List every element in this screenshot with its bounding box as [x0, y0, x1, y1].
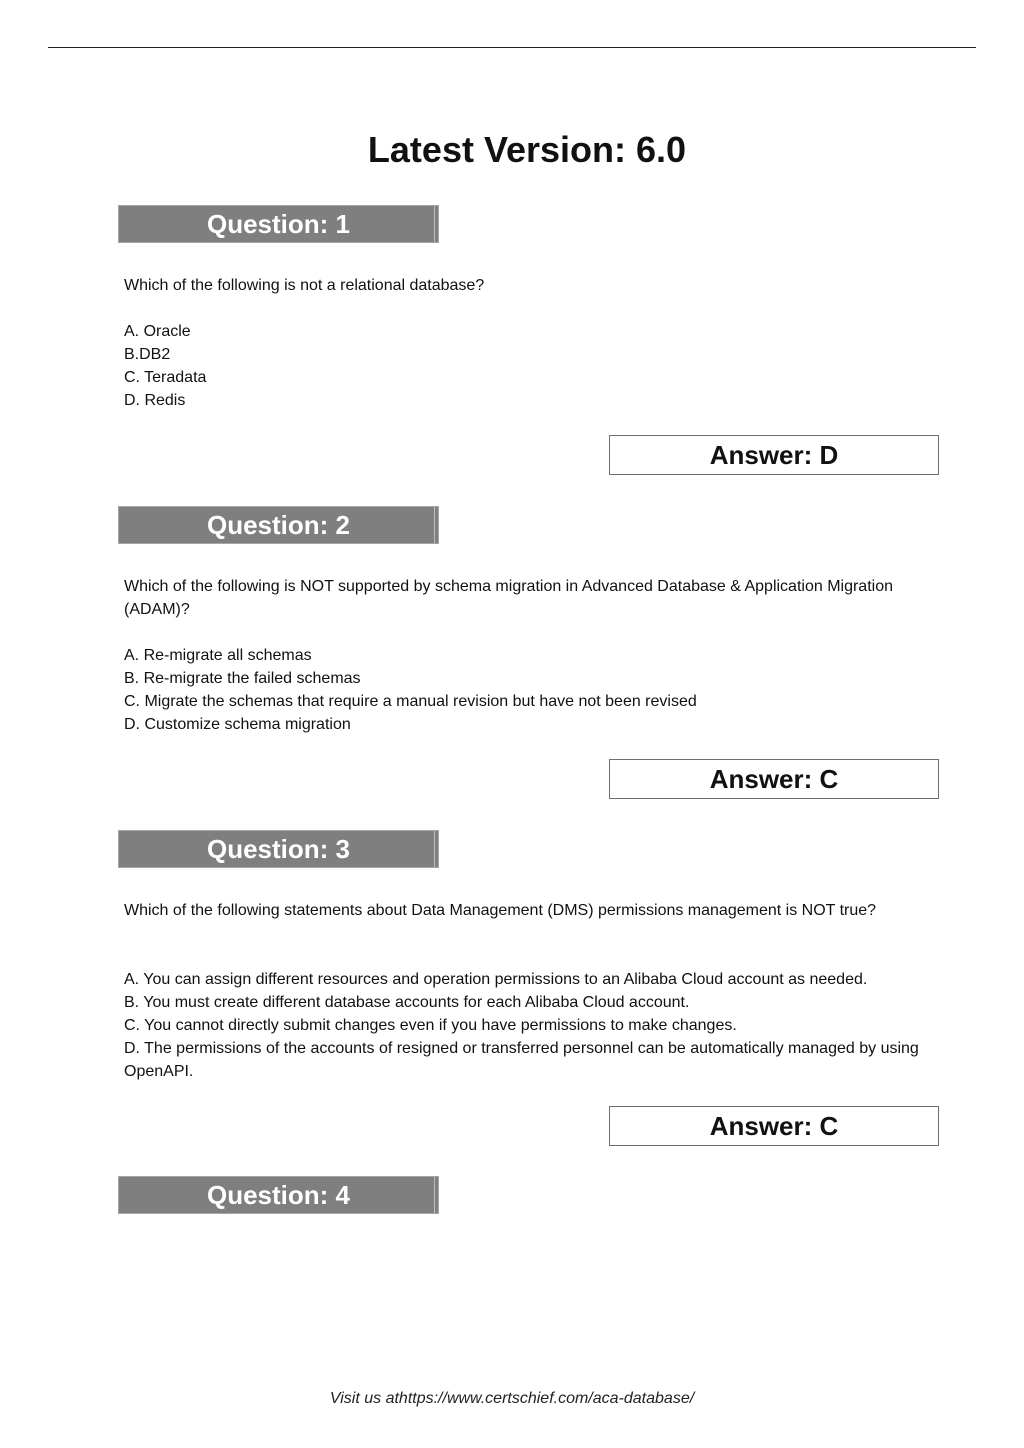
question-2-option-b: B. Re-migrate the failed schemas	[124, 670, 361, 687]
question-4-header: Question: 4	[118, 1176, 439, 1214]
question-1-text: Which of the following is not a relational database?	[124, 277, 485, 294]
question-1-option-b: B.DB2	[124, 346, 171, 363]
top-rule	[48, 47, 976, 48]
question-2-option-a: A. Re-migrate all schemas	[124, 647, 312, 664]
question-3-options	[124, 968, 929, 1083]
question-3-option-a: A. You can assign different resources and operation permissions to an Alibaba Cloud account as needed.	[124, 971, 868, 988]
question-1-option-c: C. Teradata	[124, 369, 207, 386]
question-3-answer: Answer: C	[609, 1106, 939, 1146]
question-2-answer: Answer: C	[609, 759, 939, 799]
question-2-option-d: D. Customize schema migration	[124, 716, 351, 733]
question-1-option-d: D. Redis	[124, 392, 186, 409]
question-2-options	[124, 644, 944, 736]
question-2-header: Question: 2	[118, 506, 439, 544]
question-3-option-c: C. You cannot directly submit changes even if you have permissions to make changes.	[124, 1017, 737, 1034]
question-3-option-d: D. The permissions of the accounts of resigned or transferred personnel can be automatically managed by using OpenAPI.	[124, 1040, 919, 1080]
question-1-answer: Answer: D	[609, 435, 939, 475]
question-1-options	[124, 320, 944, 412]
question-3-text: Which of the following statements about Data Management (DMS) permissions management is NOT true?	[124, 902, 877, 919]
question-1-header: Question: 1	[118, 205, 439, 243]
footer-visit-link: Visit us athttps://www.certschief.com/aca-database/	[329, 1390, 695, 1407]
question-2-text: Which of the following is NOT supported by schema migration in Advanced Database & Application Migration (ADAM)?	[124, 578, 893, 618]
question-3-header: Question: 3	[118, 830, 439, 868]
question-2-option-c: C. Migrate the schemas that require a manual revision but have not been revised	[124, 693, 697, 710]
question-1-option-a: A. Oracle	[124, 323, 191, 340]
page-title: Latest Version: 6.0	[367, 129, 687, 170]
question-3-option-b: B. You must create different database accounts for each Alibaba Cloud account.	[124, 994, 690, 1011]
